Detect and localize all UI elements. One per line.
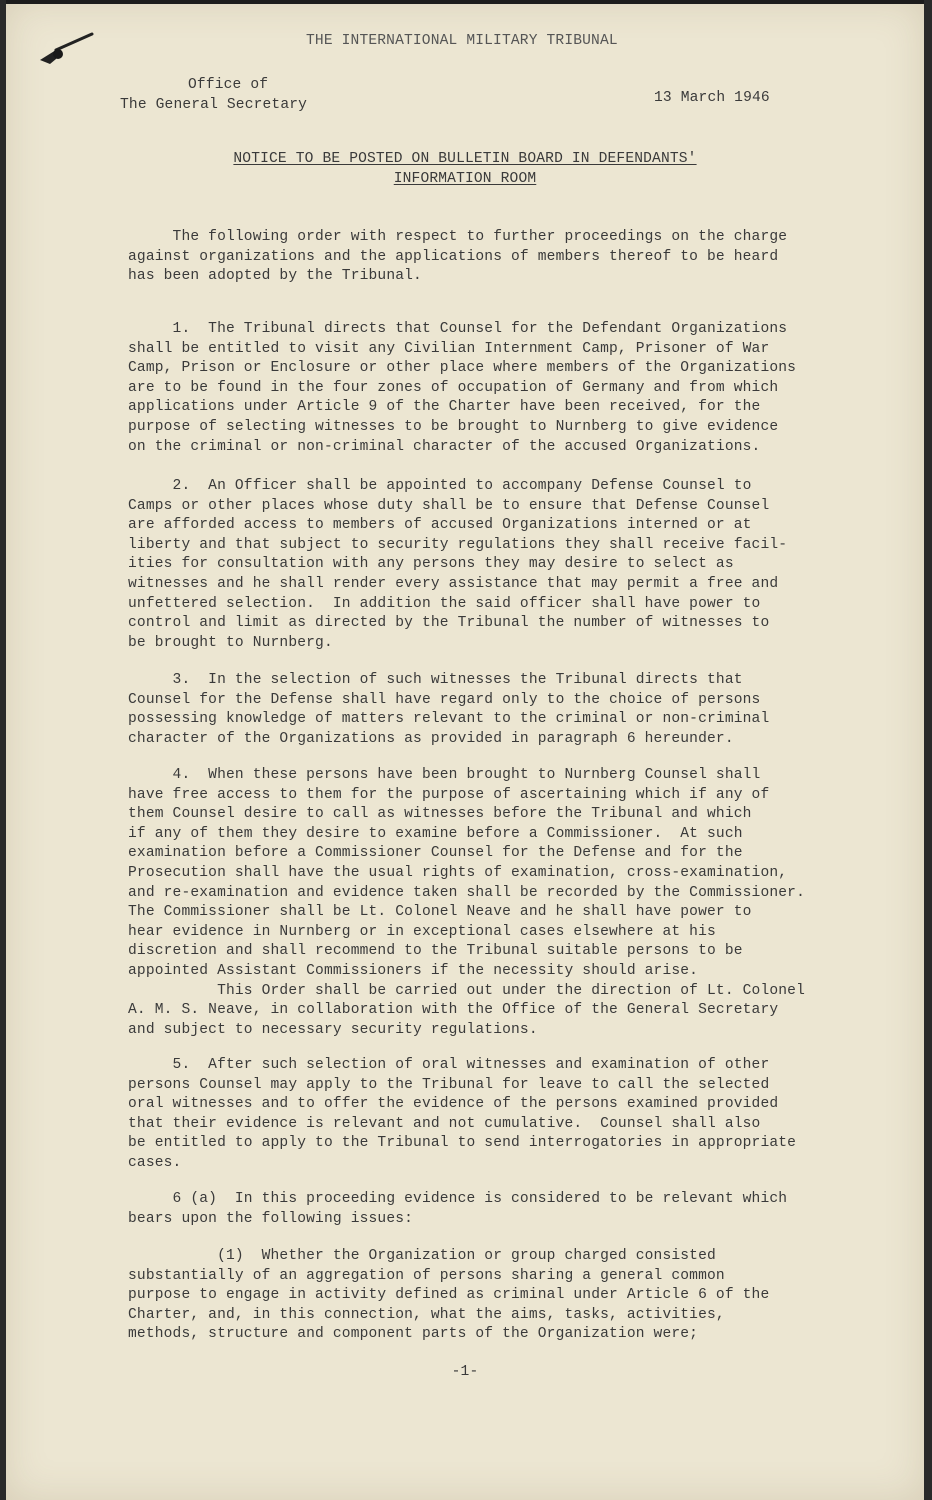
paragraph-line: character of the Organizations as provided in paragraph 6 hereunder.	[128, 730, 734, 747]
paragraph-line: 2. An Officer shall be appointed to accompany Defense Counsel to	[128, 478, 752, 494]
paragraph-line: that their evidence is relevant and not cumulative. Counsel shall also	[128, 1115, 761, 1132]
paragraph-line: (1) Whether the Organization or group charged consisted	[128, 1248, 716, 1264]
notice-title-line-1: NOTICE TO BE POSTED ON BULLETIN BOARD IN DEFENDANTS'	[233, 151, 697, 167]
paragraph-line: unfettered selection. In addition the said officer shall have power to	[128, 595, 761, 612]
paragraph-line: Counsel for the Defense shall have regard only to the choice of persons	[128, 691, 761, 708]
paragraph-line: 3. In the selection of such witnesses the Tribunal directs that	[128, 672, 743, 688]
paragraph-line: This Order shall be carried out under the direction of Lt. Colonel	[128, 982, 805, 999]
intro-line: has been adopted by the Tribunal.	[128, 268, 422, 285]
paragraph-line: be entitled to apply to the Tribunal to send interrogatories in appropriate	[128, 1135, 797, 1152]
page-number: -1-	[451, 1364, 479, 1380]
paragraph-line: and subject to necessary security regulations.	[128, 1021, 538, 1038]
paragraph-line: if any of them they desire to examine before a Commissioner. At such	[128, 825, 743, 842]
paragraph-line: control and limit as directed by the Tribunal the number of witnesses to	[128, 615, 770, 632]
paragraph-line: methods, structure and component parts of the Organization were;	[128, 1326, 699, 1343]
paragraph-line: cases.	[128, 1154, 182, 1171]
office-line-1: Office of	[188, 77, 269, 93]
intro-line: against organizations and the applications of members thereof to be heard	[128, 248, 779, 265]
paragraph-line: applications under Article 9 of the Charter have been received, for the	[128, 399, 761, 416]
paragraph-line: bears upon the following issues:	[128, 1210, 414, 1227]
notice-title	[6, 150, 924, 189]
paragraph-1	[128, 320, 796, 457]
paragraph-line: on the criminal or non-criminal character of the accused Organizations.	[128, 438, 761, 455]
paragraph-line: hear evidence in Nurnberg or in exceptional cases elsewhere at his	[128, 923, 716, 940]
paragraph-line: examination before a Commissioner Counsel for the Defense and for the	[128, 845, 743, 862]
paragraph-line: appointed Assistant Commissioners if the necessity should arise.	[128, 962, 699, 979]
page-top-edge	[6, 0, 924, 4]
paragraph-line: Camp, Prison or Enclosure or other place where members of the Organizations	[128, 360, 797, 377]
paragraph-line: The Commissioner shall be Lt. Colonel Neave and he shall have power to	[128, 904, 752, 921]
paragraph-4	[128, 766, 805, 1040]
paragraph-line: persons Counsel may apply to the Tribunal for leave to call the selected	[128, 1076, 770, 1093]
paragraph-line: them Counsel desire to call as witnesses before the Tribunal and which	[128, 806, 752, 823]
paragraph-line: oral witnesses and to offer the evidence of the persons examined provided	[128, 1096, 779, 1113]
intro-paragraph	[128, 228, 787, 287]
paragraph-line: are afforded access to members of accused Organizations interned or at	[128, 517, 752, 534]
paragraph-line: witnesses and he shall render every assistance that may permit a free and	[128, 575, 779, 592]
document-date: 13 March 1946	[654, 90, 770, 106]
document-page	[6, 0, 924, 1500]
paragraph-line: Camps or other places whose duty shall be to ensure that Defense Counsel	[128, 497, 770, 514]
paragraph-line: 1. The Tribunal directs that Counsel for the Defendant Organizations	[128, 321, 788, 337]
paper-clip-mark-icon	[36, 32, 98, 68]
office-line-2: The General Secretary	[120, 96, 308, 113]
paragraph-line: and re-examination and evidence taken shall be recorded by the Commissioner.	[128, 884, 805, 901]
paragraph-2	[128, 477, 787, 653]
paragraph-line: ities for consultation with any persons they may desire to select as	[128, 556, 734, 573]
paragraph-line: possessing knowledge of matters relevant to the criminal or non-criminal	[128, 711, 770, 728]
paragraph-6a	[128, 1190, 787, 1229]
paragraph-line: 5. After such selection of oral witnesses and examination of other	[128, 1057, 770, 1073]
tribunal-title: THE INTERNATIONAL MILITARY TRIBUNAL	[306, 33, 618, 49]
paragraph-line: have free access to them for the purpose of ascertaining which if any of	[128, 786, 770, 803]
paragraph-line: 6 (a) In this proceeding evidence is considered to be relevant which	[128, 1191, 788, 1207]
paragraph-6a-1	[128, 1247, 769, 1345]
paragraph-line: 4. When these persons have been brought to Nurnberg Counsel shall	[128, 767, 761, 783]
paragraph-line: discretion and shall recommend to the Tribunal suitable persons to be	[128, 943, 743, 960]
paragraph-line: purpose to engage in activity defined as criminal under Article 6 of the	[128, 1287, 770, 1304]
office-block	[120, 76, 307, 115]
paragraph-line: A. M. S. Neave, in collaboration with the Office of the General Secretary	[128, 1002, 779, 1019]
paragraph-3	[128, 671, 769, 749]
paragraph-5	[128, 1056, 796, 1174]
paragraph-line: be brought to Nurnberg.	[128, 634, 333, 651]
paragraph-line: shall be entitled to visit any Civilian Internment Camp, Prisoner of War	[128, 340, 770, 357]
paragraph-line: are to be found in the four zones of occupation of Germany and from which	[128, 379, 779, 396]
paragraph-line: Charter, and, in this connection, what the aims, tasks, activities,	[128, 1306, 725, 1323]
paragraph-line: purpose of selecting witnesses to be brought to Nurnberg to give evidence	[128, 418, 779, 435]
paragraph-line: Prosecution shall have the usual rights of examination, cross-examination,	[128, 864, 788, 881]
paragraph-line: liberty and that subject to security regulations they shall receive facil-	[128, 536, 788, 553]
paragraph-line: substantially of an aggregation of persons sharing a general common	[128, 1267, 725, 1284]
notice-title-line-2: INFORMATION ROOM	[393, 170, 537, 187]
intro-line: The following order with respect to further proceedings on the charge	[128, 229, 788, 245]
